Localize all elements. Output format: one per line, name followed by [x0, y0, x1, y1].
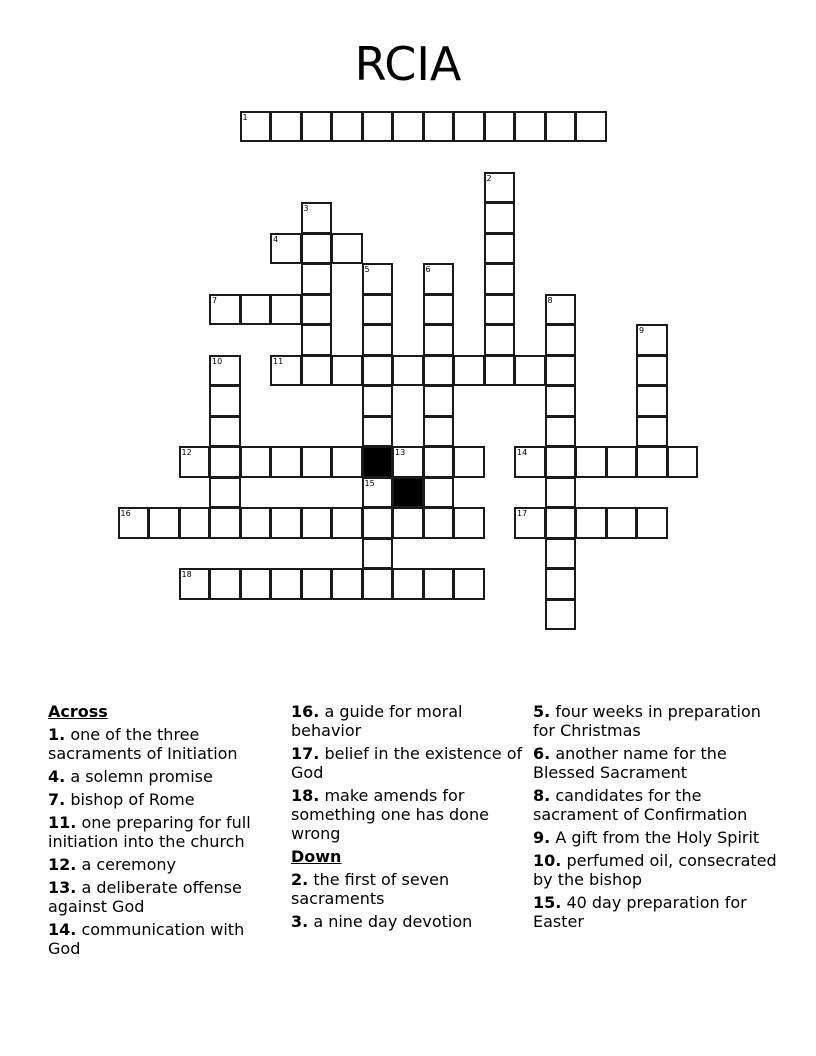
grid-cell[interactable] — [545, 477, 577, 509]
grid-cell[interactable] — [545, 599, 577, 631]
clue-text: four weeks in preparation for Christmas — [533, 702, 761, 740]
grid-cell[interactable] — [545, 294, 577, 326]
grid-cell[interactable] — [453, 446, 485, 478]
grid-cell[interactable] — [545, 324, 577, 356]
grid-cell[interactable] — [545, 507, 577, 539]
grid-cell[interactable] — [514, 355, 546, 387]
clue-number: 16. — [291, 702, 320, 721]
grid-cell[interactable] — [270, 355, 302, 387]
cell-number: 5 — [364, 265, 370, 274]
grid-cell[interactable] — [484, 294, 516, 326]
grid-cell[interactable] — [148, 507, 180, 539]
clue-across-11 — [48, 813, 280, 851]
grid-cell[interactable] — [514, 507, 546, 539]
grid-cell[interactable] — [209, 355, 241, 387]
clue-number: 10. — [533, 851, 562, 870]
grid-cell[interactable] — [423, 111, 455, 143]
grid-cell[interactable] — [423, 355, 455, 387]
black-cell — [392, 477, 424, 509]
grid-cell[interactable] — [423, 385, 455, 417]
clue-across-13 — [48, 878, 280, 916]
grid-cell[interactable] — [667, 446, 699, 478]
clue-text: a guide for moral behavior — [291, 702, 463, 740]
cell-number: 12 — [181, 448, 192, 457]
cell-number: 14 — [517, 448, 528, 457]
grid-cell[interactable] — [423, 294, 455, 326]
clue-text: a ceremony — [81, 855, 177, 874]
clue-text: communication with God — [48, 920, 245, 958]
cell-number: 17 — [517, 509, 528, 518]
grid-cell[interactable] — [392, 507, 424, 539]
grid-cell[interactable] — [392, 111, 424, 143]
grid-cell[interactable] — [545, 446, 577, 478]
cell-number: 6 — [425, 265, 431, 274]
grid-cell[interactable] — [636, 446, 668, 478]
grid-cell[interactable] — [453, 507, 485, 539]
grid-cell[interactable] — [240, 294, 272, 326]
grid-cell[interactable] — [362, 263, 394, 295]
grid-cell[interactable] — [545, 355, 577, 387]
grid-cell[interactable] — [179, 568, 211, 600]
grid-cell[interactable] — [575, 111, 607, 143]
clue-number: 12. — [48, 855, 77, 874]
black-cell — [362, 446, 394, 478]
clue-text: perfumed oil, consecrated by the bishop — [533, 851, 777, 889]
grid-cell[interactable] — [331, 568, 363, 600]
grid-cell[interactable] — [636, 416, 668, 448]
clue-down-8 — [533, 786, 778, 824]
cell-number: 7 — [212, 295, 218, 305]
clue-across-4 — [48, 767, 280, 786]
clue-down-5 — [533, 702, 778, 740]
cell-number: 16 — [120, 509, 131, 518]
clue-number: 8. — [533, 786, 551, 805]
clue-down-10 — [533, 851, 778, 889]
grid-cell[interactable] — [331, 355, 363, 387]
clue-text: the first of seven sacraments — [291, 870, 450, 908]
puzzle-title: RCIA — [354, 37, 462, 91]
grid-cell[interactable] — [423, 446, 455, 478]
clue-text: a solemn promise — [70, 767, 213, 786]
grid-cell[interactable] — [423, 263, 455, 295]
grid-cell[interactable] — [362, 538, 394, 570]
grid-cell[interactable] — [636, 385, 668, 417]
grid-cell[interactable] — [209, 446, 241, 478]
grid-cell[interactable] — [240, 446, 272, 478]
clue-text: another name for the Blessed Sacrament — [533, 744, 727, 782]
clue-number: 4. — [48, 767, 66, 786]
grid-cell[interactable] — [209, 385, 241, 417]
grid-cell[interactable] — [209, 477, 241, 509]
clue-text: make amends for something one has done wrong — [291, 786, 489, 843]
clue-number: 3. — [291, 912, 309, 931]
grid-cell[interactable] — [301, 111, 333, 143]
grid-cell[interactable] — [209, 294, 241, 326]
grid-cell[interactable] — [636, 355, 668, 387]
grid-cell[interactable] — [331, 233, 363, 265]
clue-number: 11. — [48, 813, 77, 832]
grid-cell[interactable] — [331, 507, 363, 539]
grid-cell[interactable] — [484, 233, 516, 265]
grid-cell[interactable] — [331, 446, 363, 478]
clue-number: 1. — [48, 725, 66, 744]
grid-cell[interactable] — [484, 355, 516, 387]
grid-cell[interactable] — [484, 111, 516, 143]
clue-across-14 — [48, 920, 280, 958]
clue-down-6 — [533, 744, 778, 782]
grid-cell[interactable] — [301, 355, 333, 387]
grid-cell[interactable] — [423, 324, 455, 356]
grid-cell[interactable] — [240, 507, 272, 539]
grid-cell[interactable] — [362, 416, 394, 448]
cell-number: 13 — [395, 448, 406, 457]
grid-cell[interactable] — [362, 385, 394, 417]
grid-cell[interactable] — [575, 446, 607, 478]
grid-cell[interactable] — [423, 416, 455, 448]
cell-number: 3 — [303, 204, 309, 213]
grid-cell[interactable] — [453, 568, 485, 600]
clue-across-7 — [48, 790, 280, 809]
clue-text: a deliberate offense against God — [48, 878, 242, 916]
grid-cell[interactable] — [270, 507, 302, 539]
grid-cell[interactable] — [362, 507, 394, 539]
grid-cell[interactable] — [301, 263, 333, 295]
clue-number: 15. — [533, 893, 562, 912]
grid-cell[interactable] — [453, 355, 485, 387]
clues-column-3 — [533, 702, 778, 935]
grid-cell[interactable] — [301, 324, 333, 356]
clue-text: one of the three sacraments of Initiation — [48, 725, 238, 763]
grid-cell[interactable] — [209, 416, 241, 448]
grid-cell[interactable] — [575, 507, 607, 539]
grid-cell[interactable] — [301, 568, 333, 600]
grid-cell[interactable] — [179, 507, 211, 539]
grid-cell[interactable] — [331, 111, 363, 143]
grid-cell[interactable] — [545, 416, 577, 448]
grid-cell[interactable] — [606, 446, 638, 478]
clue-text: belief in the existence of God — [291, 744, 523, 782]
clue-text: bishop of Rome — [70, 790, 195, 809]
cell-number: 18 — [181, 570, 192, 579]
grid-cell[interactable] — [514, 446, 546, 478]
grid-cell[interactable] — [636, 324, 668, 356]
grid-cell[interactable] — [362, 111, 394, 143]
clue-down-3 — [291, 912, 523, 931]
clue-down-9 — [533, 828, 778, 847]
grid-cell[interactable] — [362, 324, 394, 356]
grid-cell[interactable] — [270, 446, 302, 478]
grid-cell[interactable] — [301, 294, 333, 326]
cell-number: 2 — [486, 173, 492, 183]
grid-cell[interactable] — [301, 233, 333, 265]
clue-across-12 — [48, 855, 280, 874]
grid-cell[interactable] — [301, 446, 333, 478]
grid-cell[interactable] — [636, 507, 668, 539]
clue-across-18 — [291, 786, 523, 843]
grid-cell[interactable] — [453, 111, 485, 143]
grid-cell[interactable] — [270, 111, 302, 143]
grid-cell[interactable] — [301, 507, 333, 539]
grid-cell[interactable] — [484, 172, 516, 204]
clue-number: 6. — [533, 744, 551, 763]
grid-cell[interactable] — [545, 385, 577, 417]
clue-down-15 — [533, 893, 778, 931]
grid-cell[interactable] — [545, 111, 577, 143]
grid-cell[interactable] — [392, 355, 424, 387]
clue-text: a nine day devotion — [313, 912, 473, 931]
clues-column-1 — [48, 702, 280, 962]
grid-cell[interactable] — [545, 538, 577, 570]
grid-cell[interactable] — [240, 568, 272, 600]
grid-cell[interactable] — [423, 507, 455, 539]
clue-text: 40 day preparation for Easter — [533, 893, 747, 931]
cell-number: 4 — [273, 234, 279, 244]
grid-cell[interactable] — [270, 233, 302, 265]
grid-cell[interactable] — [179, 446, 211, 478]
grid-cell[interactable] — [514, 111, 546, 143]
grid-cell[interactable] — [392, 446, 424, 478]
cell-number: 10 — [212, 356, 223, 366]
cell-number: 9 — [639, 326, 645, 335]
clue-number: 7. — [48, 790, 66, 809]
grid-cell[interactable] — [545, 568, 577, 600]
clue-across-1 — [48, 725, 280, 763]
grid-cell[interactable] — [484, 202, 516, 234]
grid-cell[interactable] — [484, 263, 516, 295]
clue-number: 9. — [533, 828, 551, 847]
grid-cell[interactable] — [484, 324, 516, 356]
clue-across-16 — [291, 702, 523, 740]
grid-cell[interactable] — [118, 507, 150, 539]
clue-number: 14. — [48, 920, 77, 939]
grid-cell[interactable] — [362, 355, 394, 387]
clue-number: 13. — [48, 878, 77, 897]
grid-cell[interactable] — [209, 568, 241, 600]
grid-cell[interactable] — [362, 477, 394, 509]
cell-number: 1 — [242, 112, 248, 122]
clue-text: one preparing for full initiation into the church — [48, 813, 251, 851]
grid-cell[interactable] — [423, 477, 455, 509]
cell-number: 8 — [547, 295, 553, 305]
grid-cell[interactable] — [240, 111, 272, 143]
grid-cell[interactable] — [301, 202, 333, 234]
grid-cell[interactable] — [362, 568, 394, 600]
grid-cell[interactable] — [209, 507, 241, 539]
down-heading: Down — [291, 847, 342, 866]
cell-number: 11 — [273, 356, 284, 366]
clue-number: 18. — [291, 786, 320, 805]
clue-number: 17. — [291, 744, 320, 763]
grid-cell[interactable] — [270, 568, 302, 600]
grid-cell[interactable] — [423, 568, 455, 600]
grid-cell[interactable] — [270, 294, 302, 326]
clue-number: 2. — [291, 870, 309, 889]
cell-number: 15 — [364, 478, 375, 488]
clue-text: candidates for the sacrament of Confirmation — [533, 786, 748, 824]
grid-cell[interactable] — [362, 294, 394, 326]
clues-column-2 — [291, 702, 523, 935]
clue-across-17 — [291, 744, 523, 782]
clue-text: A gift from the Holy Spirit — [555, 828, 760, 847]
grid-cell[interactable] — [392, 568, 424, 600]
clue-down-2 — [291, 870, 523, 908]
grid-cell[interactable] — [606, 507, 638, 539]
across-heading: Across — [48, 702, 108, 721]
clue-number: 5. — [533, 702, 551, 721]
